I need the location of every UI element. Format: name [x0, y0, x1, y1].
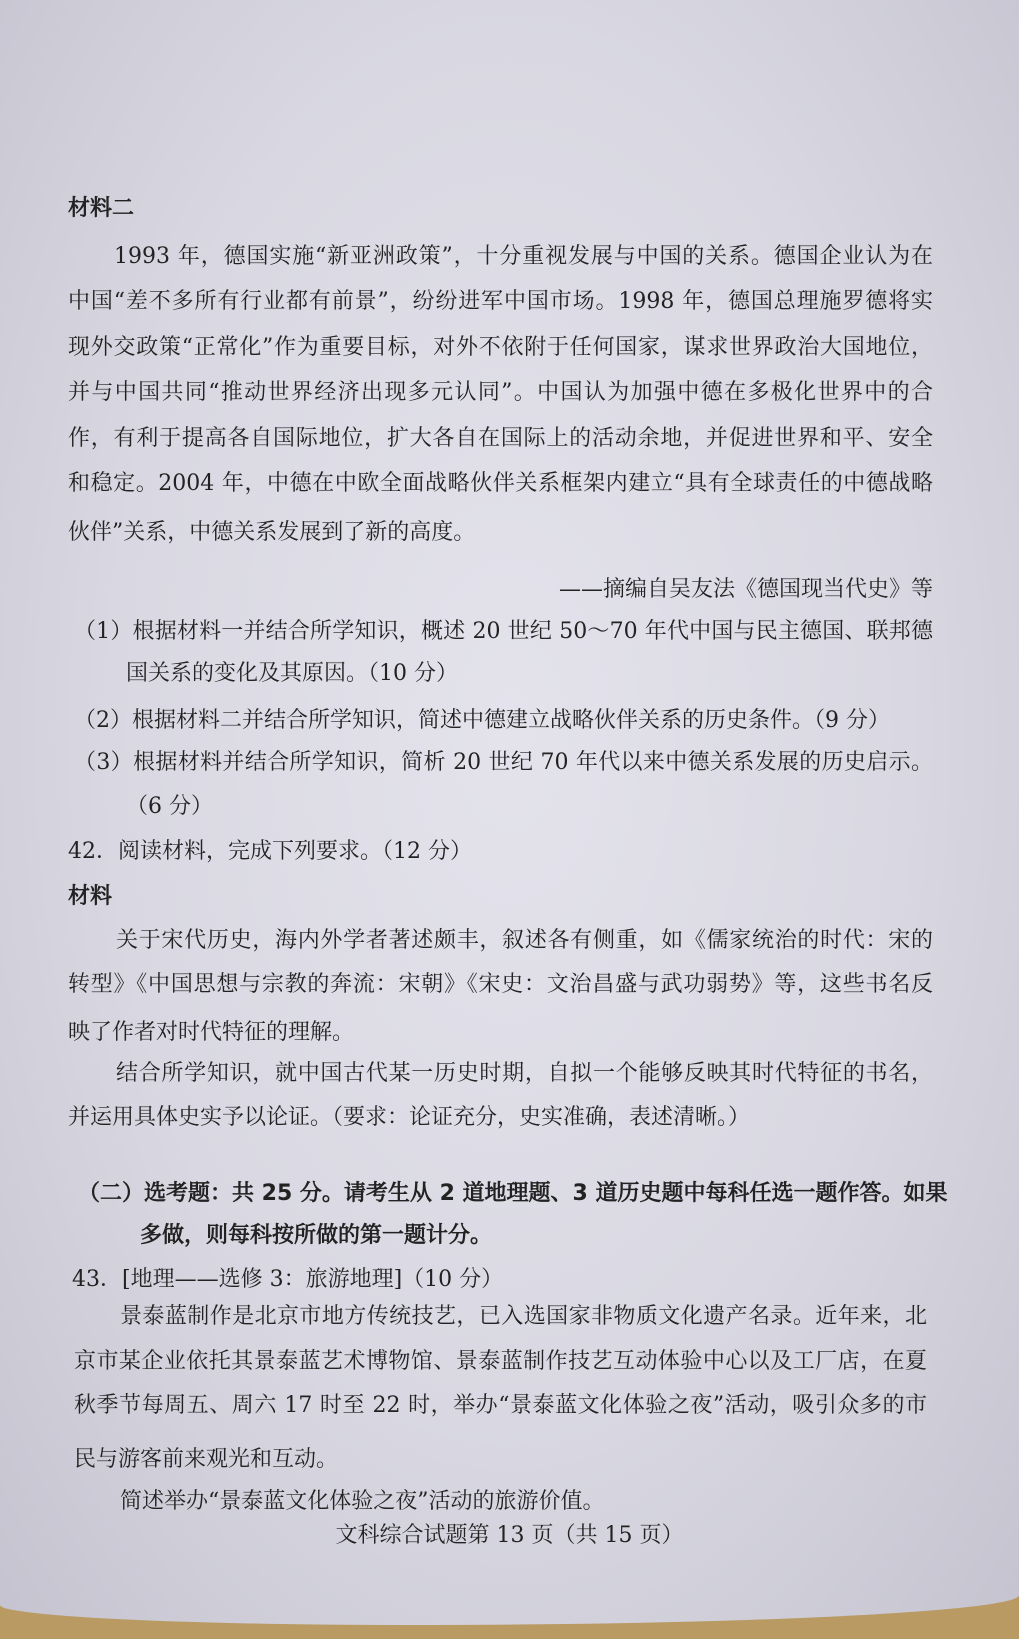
- q43-question: 简述举办“景泰蓝文化体验之夜”活动的旅游价值。: [120, 1489, 605, 1514]
- section2-instructions-cont: 多做，则每科按所做的第一题计分。: [140, 1223, 493, 1248]
- page-footer: 文科综合试题第 13 页（共 15 页）: [335, 1523, 684, 1548]
- material2-line: 伙伴”关系，中德关系发展到了新的高度。: [68, 520, 476, 545]
- q43-line: 秋季节每周五、周六 17 时至 22 时，举办“景泰蓝文化体验之夜”活动，吸引众多的市: [74, 1393, 927, 1418]
- material2-line: 作，有利于提高各自国际地位，扩大各自在国际上的活动余地，并促进世界和平、安全: [68, 426, 933, 451]
- q41-sub1: （1）根据材料一并结合所学知识，概述 20 世纪 50～70 年代中国与民主德国、联邦德: [74, 619, 933, 644]
- q41-sub3: （3）根据材料并结合所学知识，简析 20 世纪 70 年代以来中德关系发展的历史启示。: [74, 750, 933, 775]
- q43-line: 景泰蓝制作是北京市地方传统技艺，已入选国家非物质文化遗产名录。近年来，北: [120, 1304, 927, 1329]
- material2-line: 现外交政策“正常化”作为重要目标，对外不依附于任何国家，谋求世界政治大国地位，: [68, 335, 933, 360]
- q42-line: 关于宋代历史，海内外学者著述颇丰，叙述各有侧重，如《儒家统治的时代：宋的: [116, 928, 933, 953]
- q43-line: 京市某企业依托其景泰蓝艺术博物馆、景泰蓝制作技艺互动体验中心以及工厂店，在夏: [74, 1349, 927, 1374]
- q41-sub3-cont: （6 分）: [126, 794, 213, 819]
- material2-line: 1993 年，德国实施“新亚洲政策”，十分重视发展与中国的关系。德国企业认为在: [114, 244, 933, 269]
- q42-line: 转型》《中国思想与宗教的奔流：宋朝》《宋史：文治昌盛与武功弱势》等，这些书名反: [68, 972, 933, 997]
- q42-title: 42．阅读材料，完成下列要求。（12 分）: [68, 839, 472, 864]
- q43-line: 民与游客前来观光和互动。: [74, 1447, 339, 1472]
- material2-source: ——摘编自吴友法《德国现当代史》等: [558, 577, 933, 602]
- q42-material-heading: 材料: [68, 884, 113, 909]
- q42-line: 映了作者对时代特征的理解。: [68, 1020, 355, 1045]
- material2-line: 中国“差不多所有行业都有前景”，纷纷进军中国市场。1998 年，德国总理施罗德将实: [68, 289, 933, 314]
- q41-sub1-cont: 国关系的变化及其原因。（10 分）: [126, 661, 458, 686]
- material2-line: 和稳定。2004 年，中德在中欧全面战略伙伴关系框架内建立“具有全球责任的中德战略: [68, 471, 933, 496]
- section2-instructions: （二）选考题：共 25 分。请考生从 2 道地理题、3 道历史题中每科任选一题作答。如果: [78, 1181, 948, 1206]
- q41-sub2: （2）根据材料二并结合所学知识，简述中德建立战略伙伴关系的历史条件。（9 分）: [74, 708, 890, 733]
- q43-title: 43．[地理——选修 3：旅游地理]（10 分）: [72, 1267, 504, 1292]
- q42-line: 结合所学知识，就中国古代某一历史时期，自拟一个能够反映其时代特征的书名，: [116, 1061, 933, 1086]
- material2-line: 并与中国共同“推动世界经济出现多元认同”。中国认为加强中德在多极化世界中的合: [68, 380, 933, 405]
- material2-heading: 材料二: [68, 196, 135, 221]
- q42-line: 并运用具体史实予以论证。（要求：论证充分，史实准确，表述清晰。）: [68, 1105, 751, 1130]
